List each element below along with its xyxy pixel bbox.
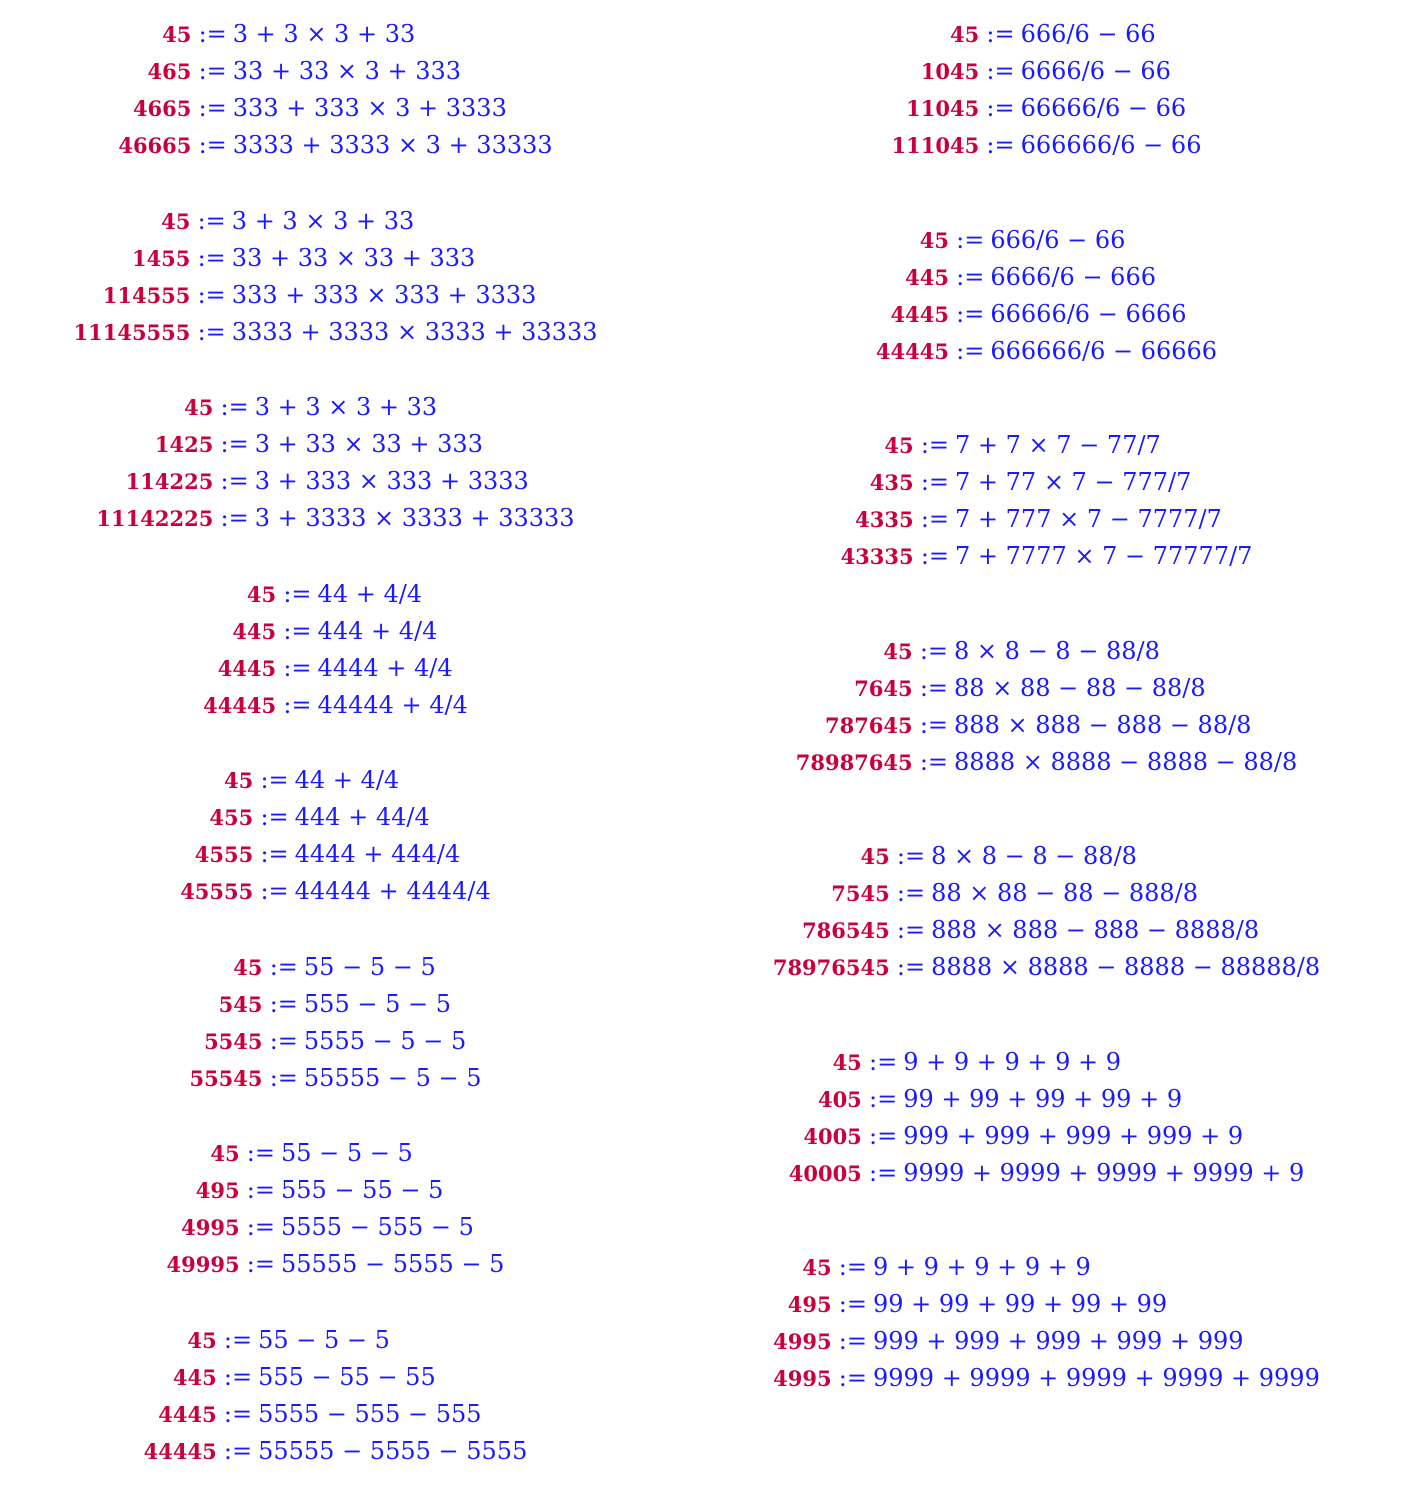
equation-value: 45 xyxy=(883,639,913,664)
expression-text: 99 + 99 + 99 + 99 + 99 xyxy=(872,1290,1168,1318)
equation-expression xyxy=(213,467,574,496)
expression-text: 7 + 77 × 7 − 777/7 xyxy=(955,468,1192,496)
expression-text: 444 + 4/4 xyxy=(317,617,438,645)
equation-value: 11045 xyxy=(906,96,980,121)
assign-operator: := xyxy=(838,1364,867,1392)
assign-operator: := xyxy=(220,393,249,421)
equation-value: 445 xyxy=(905,265,949,290)
assign-operator: := xyxy=(919,711,949,739)
expression-text: 3 + 3 × 3 + 33 xyxy=(232,20,416,48)
equation-expression xyxy=(253,803,491,832)
equation-value: 445 xyxy=(172,1365,217,1390)
expression-text: 999 + 999 + 999 + 999 + 999 xyxy=(872,1327,1244,1355)
equation-expression xyxy=(276,580,468,609)
equation-expression xyxy=(276,691,468,720)
equation-value: 786545 xyxy=(802,918,890,943)
equation-value: 1455 xyxy=(131,246,191,271)
equation-expression xyxy=(913,674,1298,703)
assign-operator: := xyxy=(197,207,226,235)
expression-text: 7 + 7 × 7 − 77/7 xyxy=(955,431,1161,459)
expression-text: 33 + 33 × 33 + 333 xyxy=(231,244,476,272)
equation-value: 45 xyxy=(161,209,191,234)
equation-value: 11142225 xyxy=(96,506,214,531)
assign-operator: := xyxy=(920,542,950,570)
equation-expression xyxy=(253,840,491,869)
equation-expression xyxy=(191,20,552,49)
equation-value: 4335 xyxy=(855,507,914,532)
equation-value: 4445 xyxy=(217,656,277,681)
expression-text: 333 + 333 × 333 + 3333 xyxy=(231,281,537,309)
expression-text: 999 + 999 + 999 + 999 + 9 xyxy=(903,1122,1244,1150)
expression-text: 3333 + 3333 × 3 + 33333 xyxy=(232,131,553,159)
equation-expression xyxy=(240,1139,505,1168)
expression-text: 666/6 − 66 xyxy=(1020,20,1156,48)
equation-group xyxy=(671,431,1422,571)
equation-value: 465 xyxy=(147,59,192,84)
assign-operator: := xyxy=(283,580,312,608)
equation-value: 4995 xyxy=(773,1329,832,1354)
assign-operator: := xyxy=(197,244,226,272)
expression-text: 5555 − 555 − 555 xyxy=(258,1400,482,1428)
equation-expression xyxy=(914,542,1253,571)
equation-value: 44445 xyxy=(143,1439,217,1464)
equation-value: 1045 xyxy=(920,59,980,84)
assign-operator: := xyxy=(223,1437,253,1465)
equation-group xyxy=(671,842,1422,982)
expression-text: 8888 × 8888 − 8888 − 88888/8 xyxy=(931,953,1321,981)
expression-text: 55555 − 5555 − 5 xyxy=(281,1250,505,1278)
assign-operator: := xyxy=(246,1250,275,1278)
expression-text: 66666/6 − 66 xyxy=(1020,94,1187,122)
assign-operator: := xyxy=(223,1400,253,1428)
equation-expression xyxy=(240,1250,505,1279)
equation-value: 45 xyxy=(832,1050,862,1075)
assign-operator: := xyxy=(920,431,950,459)
equation-expression xyxy=(832,1253,1320,1282)
equation-value: 55545 xyxy=(189,1066,263,1091)
equation-expression xyxy=(890,879,1320,908)
assign-operator: := xyxy=(198,20,227,48)
equation-value: 5545 xyxy=(204,1029,263,1054)
equation-value: 7645 xyxy=(854,676,913,701)
equation-value: 45 xyxy=(884,433,914,458)
assign-operator: := xyxy=(868,1159,898,1187)
assign-operator: := xyxy=(896,953,926,981)
equation-value: 4555 xyxy=(194,842,254,867)
assign-operator: := xyxy=(283,691,312,719)
assign-operator: := xyxy=(260,877,289,905)
expression-text: 8 × 8 − 8 − 88/8 xyxy=(931,842,1137,870)
assign-operator: := xyxy=(269,953,298,981)
equation-expression xyxy=(213,504,574,533)
equation-value: 4995 xyxy=(773,1366,832,1391)
assign-operator: := xyxy=(246,1213,275,1241)
expression-text: 7 + 7777 × 7 − 77777/7 xyxy=(955,542,1253,570)
equation-value: 445 xyxy=(232,619,277,644)
assign-operator: := xyxy=(868,1122,898,1150)
expression-text: 3 + 333 × 333 + 3333 xyxy=(254,467,529,495)
expression-text: 8 × 8 − 8 − 88/8 xyxy=(954,637,1160,665)
equation-group xyxy=(671,1048,1422,1188)
equation-expression xyxy=(190,318,597,347)
equation-expression xyxy=(191,94,552,123)
equation-value: 45 xyxy=(162,22,192,47)
equation-expression xyxy=(979,131,1201,160)
assign-operator: := xyxy=(197,281,226,309)
expression-text: 6666/6 − 666 xyxy=(990,263,1156,291)
equation-group xyxy=(671,226,1422,366)
equation-value: 1425 xyxy=(154,432,214,457)
equation-expression xyxy=(263,1064,482,1093)
expression-text: 4444 + 444/4 xyxy=(294,840,461,868)
equation-expression xyxy=(217,1326,528,1355)
expression-text: 55 − 5 − 5 xyxy=(303,953,436,981)
equation-group xyxy=(0,207,671,347)
equation-expression xyxy=(253,766,491,795)
equation-expression xyxy=(862,1122,1304,1151)
assign-operator: := xyxy=(198,131,227,159)
equation-expression xyxy=(913,748,1298,777)
equation-expression xyxy=(213,430,574,459)
equation-value: 405 xyxy=(817,1087,862,1112)
assign-operator: := xyxy=(260,766,289,794)
expression-text: 55 − 5 − 5 xyxy=(281,1139,413,1167)
equation-expression xyxy=(949,263,1217,292)
equation-expression xyxy=(913,637,1298,666)
assign-operator: := xyxy=(896,842,926,870)
equation-value: 78976545 xyxy=(772,955,890,980)
assign-operator: := xyxy=(986,131,1015,159)
expression-text: 55 − 5 − 5 xyxy=(258,1326,390,1354)
equation-expression xyxy=(914,468,1253,497)
equation-value: 4005 xyxy=(803,1124,862,1149)
assign-operator: := xyxy=(986,20,1015,48)
assign-operator: := xyxy=(919,637,949,665)
expression-text: 99 + 99 + 99 + 99 + 9 xyxy=(903,1085,1183,1113)
assign-operator: := xyxy=(896,916,926,944)
equation-value: 45 xyxy=(187,1328,217,1353)
equation-expression xyxy=(253,877,491,906)
equation-expression xyxy=(979,57,1201,86)
equation-expression xyxy=(979,94,1201,123)
assign-operator: := xyxy=(956,300,985,328)
expression-text: 5555 − 5 − 5 xyxy=(303,1027,467,1055)
assign-operator: := xyxy=(246,1176,275,1204)
equation-expression xyxy=(890,953,1320,982)
equation-value: 495 xyxy=(787,1292,832,1317)
equation-value: 45555 xyxy=(180,879,254,904)
equation-group xyxy=(0,393,671,533)
equation-expression xyxy=(217,1400,528,1429)
assign-operator: := xyxy=(198,57,227,85)
assign-operator: := xyxy=(260,803,289,831)
expression-text: 44444 + 4444/4 xyxy=(294,877,491,905)
equation-value: 49995 xyxy=(166,1252,240,1277)
equation-value: 44445 xyxy=(875,339,949,364)
equation-group xyxy=(0,20,671,160)
equation-expression xyxy=(890,842,1320,871)
equation-value: 45 xyxy=(860,844,890,869)
equation-value: 45 xyxy=(246,582,277,607)
equation-value: 114555 xyxy=(102,283,191,308)
expression-text: 9 + 9 + 9 + 9 + 9 xyxy=(872,1253,1091,1281)
equation-value: 495 xyxy=(195,1178,240,1203)
assign-operator: := xyxy=(868,1048,898,1076)
equation-value: 114225 xyxy=(125,469,214,494)
equation-expression xyxy=(862,1048,1304,1077)
assign-operator: := xyxy=(223,1363,253,1391)
equation-group xyxy=(0,580,671,720)
equation-group xyxy=(671,1253,1422,1393)
equation-value: 44445 xyxy=(203,693,277,718)
equation-value: 43335 xyxy=(840,544,914,569)
assign-operator: := xyxy=(919,748,949,776)
equation-expression xyxy=(190,207,597,236)
equation-value: 4665 xyxy=(132,96,192,121)
equation-expression xyxy=(913,711,1298,740)
equation-group xyxy=(671,637,1422,777)
equation-expression xyxy=(190,281,597,310)
expression-text: 888 × 888 − 888 − 88/8 xyxy=(954,711,1252,739)
expression-text: 555 − 5 − 5 xyxy=(303,990,451,1018)
equation-value: 4445 xyxy=(158,1402,217,1427)
equation-value: 545 xyxy=(218,992,263,1017)
assign-operator: := xyxy=(986,57,1015,85)
assign-operator: := xyxy=(283,654,312,682)
expression-text: 3 + 3333 × 3333 + 33333 xyxy=(254,504,575,532)
expression-text: 3 + 33 × 33 + 333 xyxy=(254,430,483,458)
equation-expression xyxy=(276,654,468,683)
expression-text: 5555 − 555 − 5 xyxy=(281,1213,474,1241)
assign-operator: := xyxy=(223,1326,253,1354)
equation-expression xyxy=(979,20,1201,49)
expression-text: 888 × 888 − 888 − 8888/8 xyxy=(931,916,1260,944)
equation-expression xyxy=(217,1363,528,1392)
equation-value: 11145555 xyxy=(73,320,191,345)
equation-expression xyxy=(191,57,552,86)
equation-expression xyxy=(217,1437,528,1466)
equation-value: 45 xyxy=(919,228,949,253)
assign-operator: := xyxy=(260,840,289,868)
equation-value: 455 xyxy=(209,805,254,830)
equation-expression xyxy=(832,1364,1320,1393)
expression-text: 3 + 3 × 3 + 33 xyxy=(254,393,438,421)
equation-expression xyxy=(862,1085,1304,1114)
assign-operator: := xyxy=(838,1253,867,1281)
equation-group xyxy=(0,1139,671,1279)
assign-operator: := xyxy=(220,467,249,495)
assign-operator: := xyxy=(956,263,985,291)
assign-operator: := xyxy=(197,318,226,346)
equation-expression xyxy=(191,131,552,160)
equation-expression xyxy=(914,505,1253,534)
equation-expression xyxy=(949,337,1217,366)
equation-expression xyxy=(240,1213,505,1242)
equation-group xyxy=(671,20,1422,160)
expression-text: 7 + 777 × 7 − 7777/7 xyxy=(955,505,1222,533)
expression-text: 88 × 88 − 88 − 88/8 xyxy=(954,674,1206,702)
expression-text: 44 + 4/4 xyxy=(294,766,400,794)
equation-value: 435 xyxy=(869,470,914,495)
equation-expression xyxy=(263,990,482,1019)
equation-value: 45 xyxy=(224,768,254,793)
equation-value: 45 xyxy=(210,1141,240,1166)
assign-operator: := xyxy=(838,1327,867,1355)
expression-text: 666/6 − 66 xyxy=(990,226,1126,254)
equation-value: 787645 xyxy=(824,713,913,738)
expression-text: 666666/6 − 66666 xyxy=(990,337,1218,365)
assign-operator: := xyxy=(986,94,1015,122)
assign-operator: := xyxy=(868,1085,898,1113)
expression-text: 4444 + 4/4 xyxy=(317,654,453,682)
expression-text: 555 − 55 − 55 xyxy=(258,1363,436,1391)
equation-expression xyxy=(263,953,482,982)
assign-operator: := xyxy=(269,1064,298,1092)
expression-text: 6666/6 − 66 xyxy=(1020,57,1171,85)
expression-text: 3333 + 3333 × 3333 + 33333 xyxy=(231,318,598,346)
assign-operator: := xyxy=(956,337,985,365)
expression-text: 44444 + 4/4 xyxy=(317,691,468,719)
equation-value: 4445 xyxy=(890,302,949,327)
expression-text: 33 + 33 × 3 + 333 xyxy=(232,57,462,85)
equation-value: 45 xyxy=(802,1255,832,1280)
assign-operator: := xyxy=(220,504,249,532)
expression-text: 9999 + 9999 + 9999 + 9999 + 9999 xyxy=(872,1364,1320,1392)
equation-value: 45 xyxy=(233,955,263,980)
equation-group xyxy=(0,766,671,906)
assign-operator: := xyxy=(283,617,312,645)
assign-operator: := xyxy=(956,226,985,254)
assign-operator: := xyxy=(269,990,298,1018)
assign-operator: := xyxy=(198,94,227,122)
expression-text: 9999 + 9999 + 9999 + 9999 + 9 xyxy=(903,1159,1305,1187)
equation-group xyxy=(0,1326,671,1466)
equation-expression xyxy=(949,226,1217,255)
equation-value: 111045 xyxy=(891,133,980,158)
equation-group xyxy=(0,953,671,1093)
expression-text: 44 + 4/4 xyxy=(317,580,423,608)
assign-operator: := xyxy=(838,1290,867,1318)
expression-text: 88 × 88 − 88 − 888/8 xyxy=(931,879,1199,907)
equation-expression xyxy=(914,431,1253,460)
expression-text: 66666/6 − 6666 xyxy=(990,300,1187,328)
equation-expression xyxy=(832,1327,1320,1356)
equation-expression xyxy=(949,300,1217,329)
equation-value: 46665 xyxy=(118,133,192,158)
expression-text: 3 + 3 × 3 + 33 xyxy=(231,207,415,235)
expression-text: 444 + 44/4 xyxy=(294,803,430,831)
assign-operator: := xyxy=(220,430,249,458)
equation-expression xyxy=(832,1290,1320,1319)
equation-expression xyxy=(240,1176,505,1205)
assign-operator: := xyxy=(920,468,950,496)
expression-text: 55555 − 5555 − 5555 xyxy=(258,1437,528,1465)
equation-expression xyxy=(190,244,597,273)
equation-value: 45 xyxy=(949,22,980,47)
equation-expression xyxy=(890,916,1320,945)
equation-expression xyxy=(263,1027,482,1056)
equation-value: 7545 xyxy=(831,881,890,906)
expression-text: 8888 × 8888 − 8888 − 88/8 xyxy=(954,748,1298,776)
equation-expression xyxy=(276,617,468,646)
assign-operator: := xyxy=(920,505,950,533)
equation-expression xyxy=(213,393,574,422)
equation-value: 45 xyxy=(184,395,214,420)
expression-text: 333 + 333 × 3 + 3333 xyxy=(232,94,507,122)
assign-operator: := xyxy=(896,879,926,907)
equation-value: 4995 xyxy=(181,1215,240,1240)
expression-text: 666666/6 − 66 xyxy=(1020,131,1202,159)
expression-text: 555 − 55 − 5 xyxy=(281,1176,444,1204)
equation-value: 40005 xyxy=(788,1161,862,1186)
assign-operator: := xyxy=(246,1139,275,1167)
assign-operator: := xyxy=(919,674,949,702)
equation-value: 78987645 xyxy=(795,750,913,775)
assign-operator: := xyxy=(269,1027,298,1055)
equation-expression xyxy=(862,1159,1304,1188)
expression-text: 55555 − 5 − 5 xyxy=(303,1064,482,1092)
expression-text: 9 + 9 + 9 + 9 + 9 xyxy=(903,1048,1122,1076)
